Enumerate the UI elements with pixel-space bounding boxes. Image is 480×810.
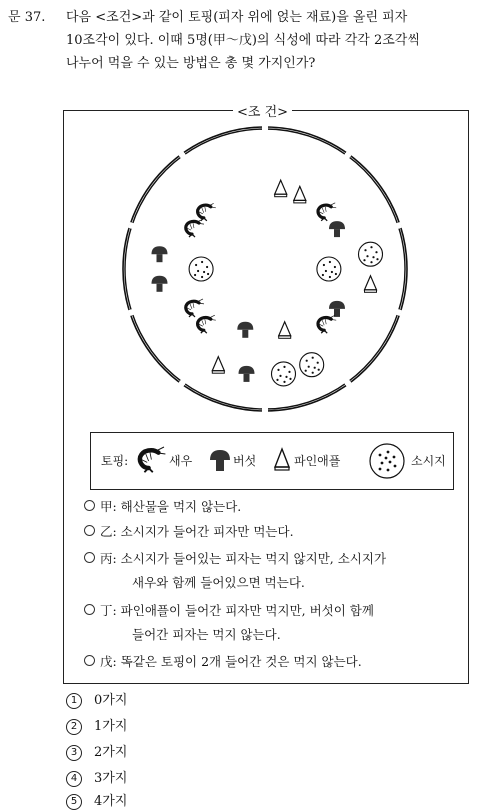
condition-text: 乙: 소시지가 들어간 피자만 먹는다.	[100, 524, 294, 539]
legend-shrimp-label: 새우	[169, 454, 193, 468]
choice-label: 2가지	[94, 745, 128, 760]
bullet-icon	[84, 604, 95, 615]
condition-text: 丁: 파인애플이 들어간 피자만 먹지만, 버섯이 함께	[100, 603, 374, 618]
mushroom-icon	[209, 449, 231, 473]
choice-1[interactable]	[66, 689, 127, 709]
condition-text: 戊: 똑같은 토핑이 2개 들어간 것은 먹지 않는다.	[100, 654, 362, 669]
bullet-icon	[84, 525, 95, 536]
condition-text-cont: 새우와 함께 들어있으면 먹는다.	[132, 575, 305, 590]
choice-4[interactable]	[66, 767, 127, 787]
choice-label: 4가지	[94, 794, 128, 809]
shrimp-icon	[133, 445, 167, 477]
pineapple-icon	[273, 447, 291, 471]
question-number: 문 37.	[8, 10, 46, 25]
pizza-diagram	[120, 124, 410, 414]
choice-3[interactable]	[66, 741, 127, 761]
question-text	[66, 6, 476, 75]
condition-text-cont: 들어간 피자는 먹지 않는다.	[132, 627, 281, 642]
choice-number: 4	[66, 771, 82, 787]
condition-eul	[84, 522, 294, 540]
bullet-icon	[84, 500, 95, 511]
choice-number: 5	[66, 794, 82, 810]
condition-mu	[84, 652, 362, 670]
choice-number: 1	[66, 693, 82, 709]
choice-2[interactable]	[66, 715, 127, 735]
sausage-icon	[367, 441, 407, 481]
bullet-icon	[84, 655, 95, 666]
condition-jeong	[84, 601, 374, 642]
choice-number: 3	[66, 745, 82, 761]
choice-label: 0가지	[94, 693, 128, 708]
condition-title: <조 건>	[233, 101, 292, 120]
topping-legend	[90, 432, 454, 490]
choice-5[interactable]	[66, 790, 127, 810]
condition-gap	[84, 497, 241, 515]
bullet-icon	[84, 552, 95, 563]
question-line: 다음 <조건>과 같이 토핑(피자 위에 얹는 재료)을 올린 피자	[66, 10, 408, 25]
legend-pineapple-label: 파인애플	[294, 454, 341, 468]
condition-byeong	[84, 549, 387, 590]
question-line: 나누어 먹을 수 있는 방법은 총 몇 가지인가?	[66, 56, 316, 71]
condition-text: 丙: 소시지가 들어있는 피자는 먹지 않지만, 소시지가	[100, 551, 387, 566]
choice-number: 2	[66, 719, 82, 735]
choice-label: 1가지	[94, 719, 128, 734]
question-line: 10조각이 있다. 이때 5명(甲～戊)의 식성에 따라 각각 2조각씩	[66, 33, 420, 48]
legend-label: 토핑:	[101, 454, 129, 468]
legend-sausage-label: 소시지	[411, 454, 446, 468]
condition-text: 甲: 해산물을 먹지 않는다.	[100, 499, 242, 514]
legend-mushroom-label: 버섯	[233, 454, 257, 468]
choice-label: 3가지	[94, 771, 128, 786]
